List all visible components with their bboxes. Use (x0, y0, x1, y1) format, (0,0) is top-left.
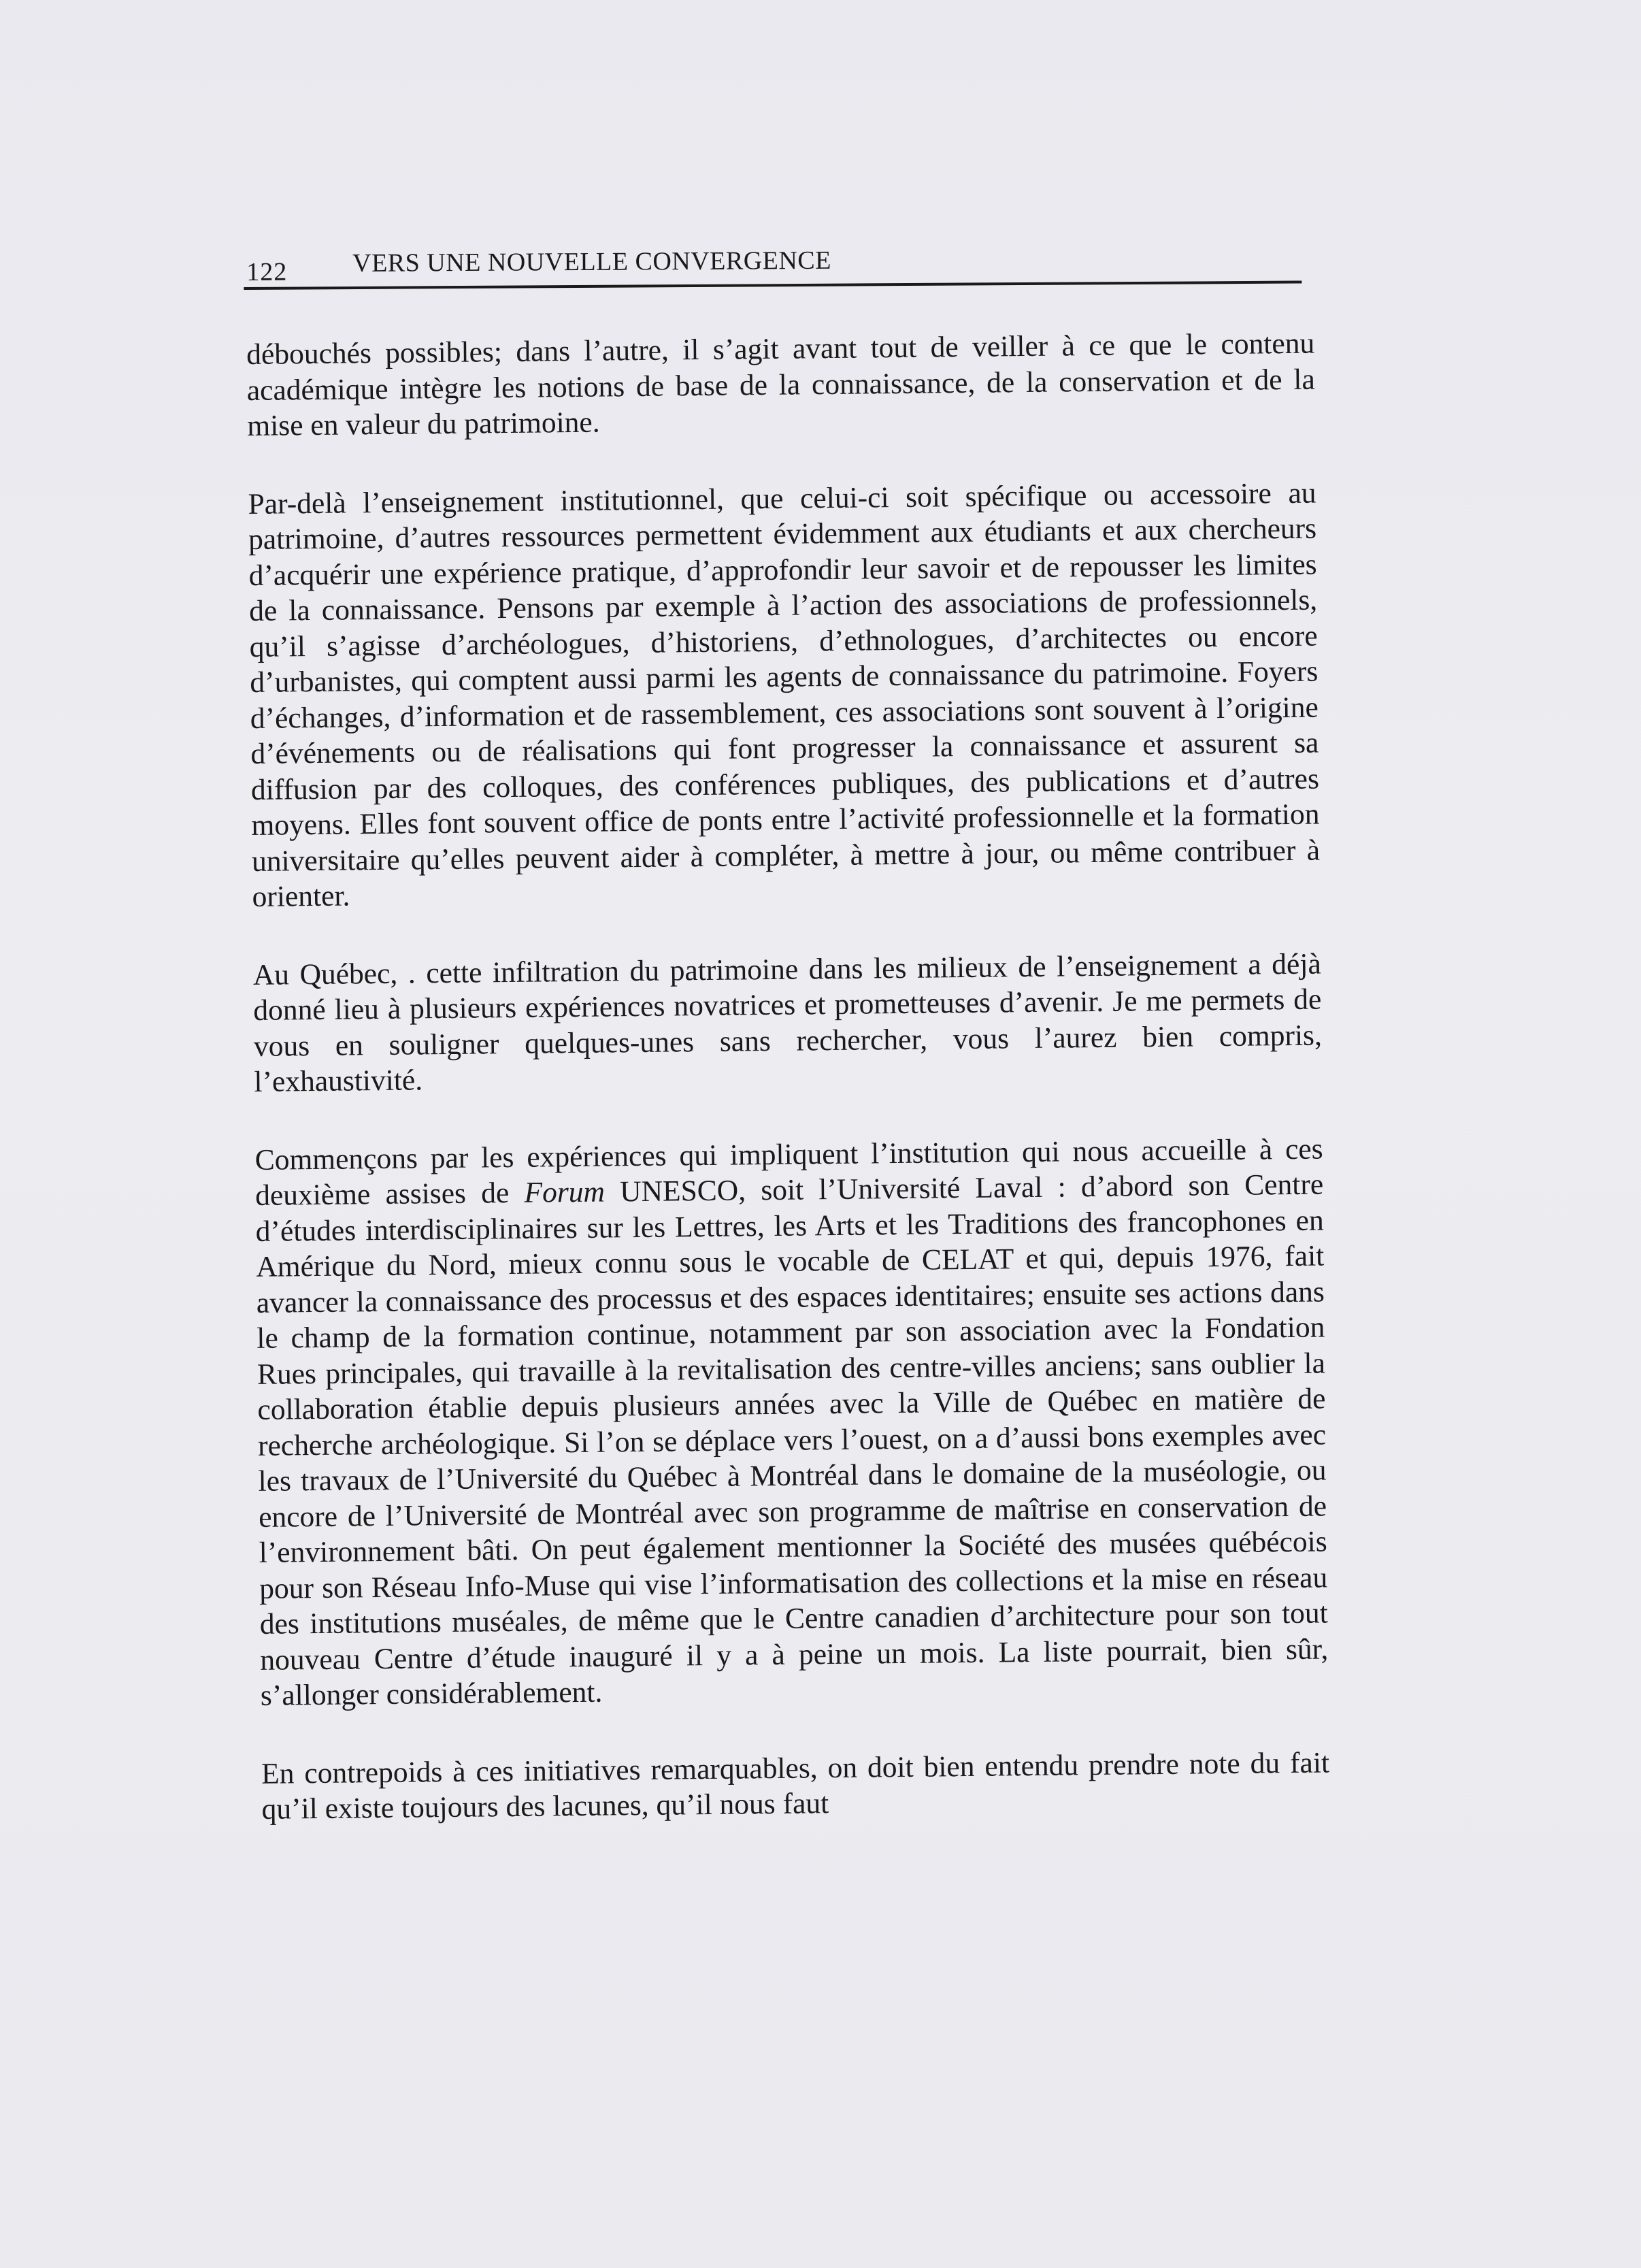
paragraph-4-part-1: Commençons par les expériences qui impliquent l’institution qui nous accueille à ces deuxième assises de (254, 1132, 1323, 1212)
running-title: VERS UNE NOUVELLE CONVERGENCE (352, 246, 832, 278)
paragraph-4 (254, 1131, 1329, 1713)
page-header (244, 237, 1302, 293)
body-text (246, 326, 1331, 1870)
paragraph-4-part-2: UNESCO, soit l’Université Laval : d’abord son Centre d’études interdisciplinaires sur les Lettres, les Arts et les Traditions des francophones en Amérique du Nord, mieux connu sous le vocable de CELAT et qui, depuis 1976, fait avancer la connaissance des processus et des espaces identitaires; ensuite ses actions dans le champ de la formation continue, notamment par son association avec la Fondation Rues principales, qui travaille à la revitalisation des centre-villes anciens; sans oublier la collaboration établie depuis plusieurs années avec la Ville de Québec en matière de recherche archéologique. Si l’on se déplace vers l’ouest, on a d’aussi bons exemples avec les travaux de l’Université du Québec à Montréal dans le domaine de la muséologie, ou encore de l’Université de Montréal avec son programme de maîtrise en conservation de l’environnement bâti. On peut également mentionner la Société des musées québécois pour son Réseau Info-Muse qui vise l’informatisation des collections et la mise en réseau des institutions muséales, de même que le Centre canadien d’architecture pour son tout nouveau Centre d’étude inauguré il y a à peine un mois. La liste pourrait, bien sûr, s’allonger considérablement. (255, 1168, 1329, 1712)
paragraph-5: En contrepoids à ces initiatives remarquables, on doit bien entendu prendre note du fait qu’il existe toujours des lacunes, qu’il nous faut (261, 1745, 1330, 1826)
paragraph-3: Au Québec, . cette infiltration du patrimoine dans les milieux de l’enseignement a déjà donné lieu à plusieurs expériences novatrices et prometteuses d’avenir. Je me permets de vous en souligner quelques-unes sans rechercher, vous l’aurez bien compris, l’exhaustivité. (252, 947, 1323, 1098)
header-rule (244, 280, 1302, 289)
paragraph-1: débouchés possibles; dans l’autre, il s’agit avant tout de veiller à ce que le contenu académique intègre les notions de base de la connaissance, de la conservation et de la mise en valeur du patrimoine. (246, 327, 1315, 442)
forum-italic: Forum (524, 1175, 606, 1209)
paragraph-2: Par-delà l’enseignement institutionnel, que celui-ci soit spécifique ou accessoire au patrimoine, d’autres ressources permettent évidemment aux étudiants et aux chercheurs d’acquérir une expérience pratique, d’approfondir leur savoir et de repousser les limites de la connaissance. Pensons par exemple à l’action des associations de professionnels, qu’il s’agisse d’archéologues, d’historiens, d’ethnologues, d’architectes ou encore d’urbanistes, qui comptent aussi parmi les agents de connaissance du patrimoine. Foyers d’échanges, d’information et de rassemblement, ces associations sont souvent à l’origine d’événements ou de réalisations qui font progresser la connaissance et assurent sa diffusion par des colloques, des conférences publiques, des publications et d’autres moyens. Elles font souvent office de ponts entre l’activité professionnelle et la formation universitaire qu’elles peuvent aider à compléter, à mettre à jour, ou même contribuer à orienter. (248, 476, 1321, 913)
page-number: 122 (246, 257, 288, 286)
